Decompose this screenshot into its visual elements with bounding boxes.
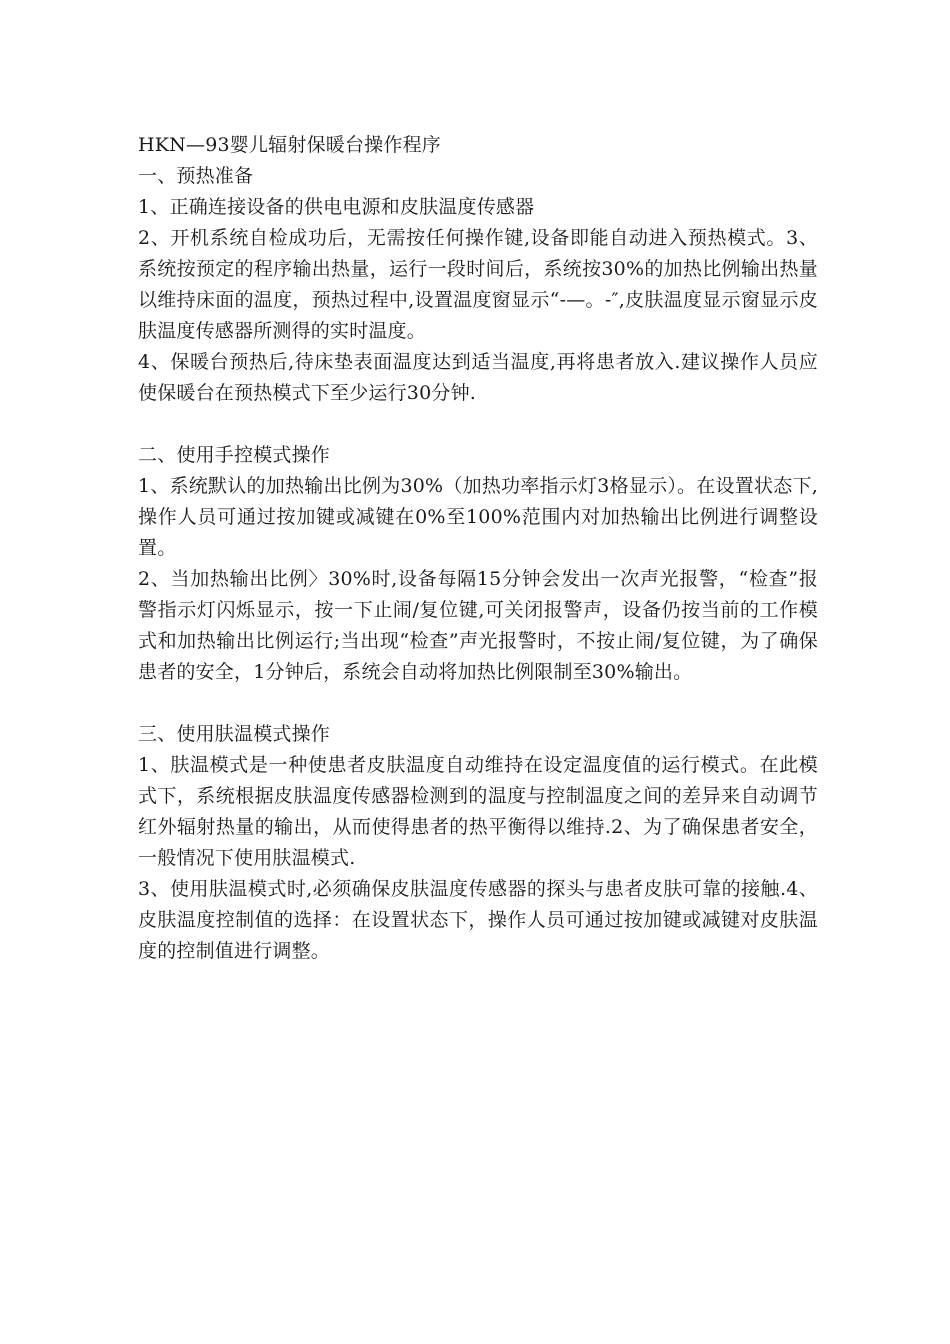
section-heading-preheat: 一、预热准备 (138, 165, 254, 187)
paragraph: 4、保暖台预热后,待床垫表面温度达到适当温度,再将患者放入.建议操作人员应使保暖台在预热模式下至少运行30分钟. (138, 351, 818, 404)
paragraph: 2、当加热输出比例〉30%时,设备每隔15分钟会发出一次声光报警，“检查”报警指示灯闪烁显示，按一下止闹/复位键,可关闭报警声，设备仍按当前的工作模式和加热输出比例运行;当出现“检查”声光报警时，不按止闹/复位键，为了确保患者的安全，1分钟后，系统会自动将加热比例限制至30%输出。 (138, 568, 818, 683)
paragraph: 2、开机系统自检成功后，无需按任何操作键,设备即能自动进入预热模式。3、系统按预定的程序输出热量，运行一段时间后，系统按30%的加热比例输出热量以维持床面的温度，预热过程中,设置温度窗显示“-—。-″,皮肤温度显示窗显示皮肤温度传感器所测得的实时温度。 (138, 227, 818, 342)
section-heading-skin-temp-mode: 三、使用肤温模式操作 (138, 723, 331, 745)
paragraph: 1、肤温模式是一种使患者皮肤温度自动维持在设定温度值的运行模式。在此模式下，系统根据皮肤温度传感器检测到的温度与控制温度之间的差异来自动调节红外辐射热量的输出，从而使得患者的热平衡得以维持.2、为了确保患者安全，一般情况下使用肤温模式. (138, 754, 818, 869)
document-title: HKN—93婴儿辐射保暖台操作程序 (138, 134, 441, 156)
section-heading-manual-mode: 二、使用手控模式操作 (138, 444, 331, 466)
document-page (138, 130, 818, 967)
section-spacer (138, 409, 818, 440)
paragraph: 3、使用肤温模式时,必须确保皮肤温度传感器的探头与患者皮肤可靠的接触.4、皮肤温度控制值的选择：在设置状态下，操作人员可通过按加键或减键对皮肤温度的控制值进行调整。 (138, 878, 818, 962)
paragraph: 1、系统默认的加热输出比例为30%（加热功率指示灯3格显示）。在设置状态下,操作人员可通过按加键或减键在0%至100%范围内对加热输出比例进行调整设置。 (138, 475, 818, 559)
paragraph: 1、正确连接设备的供电电源和皮肤温度传感器 (138, 196, 535, 218)
section-spacer (138, 688, 818, 719)
